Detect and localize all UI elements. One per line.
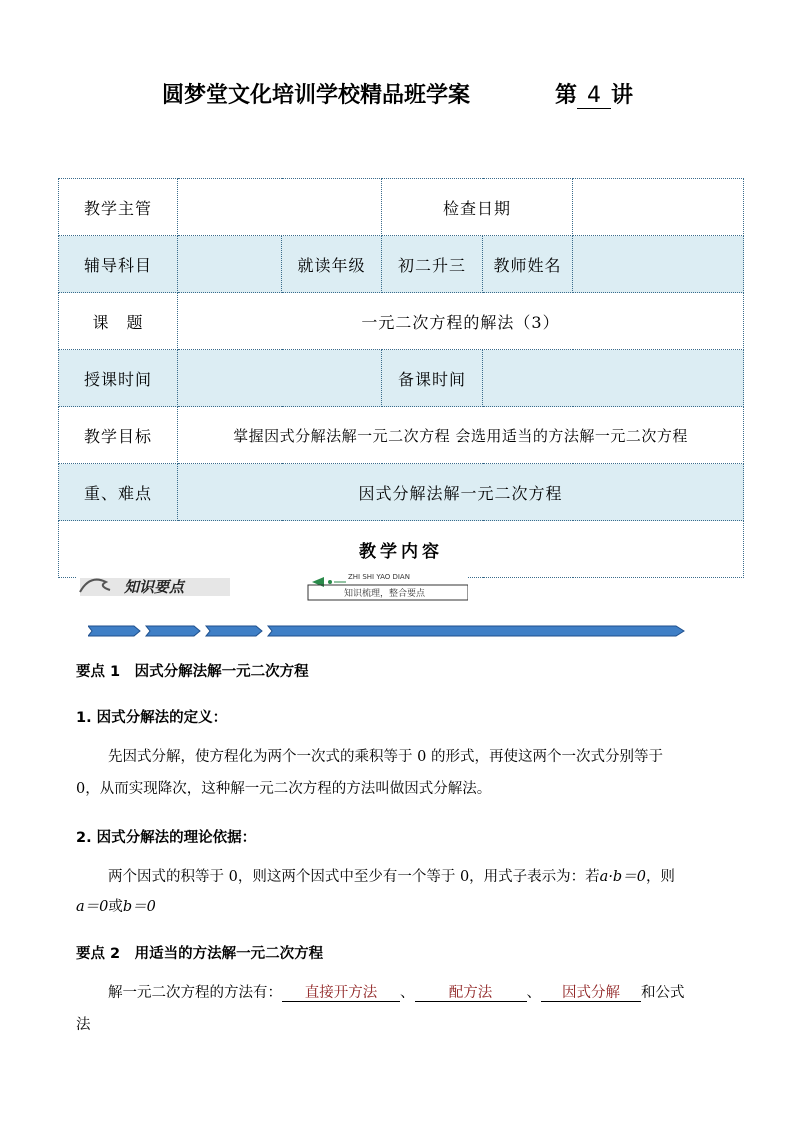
- page-header: [0, 74, 794, 110]
- methods-end: 和公式: [641, 985, 685, 1001]
- supervisor-label: 教学主管: [59, 179, 178, 236]
- method-blank-3: 因式分解: [541, 986, 641, 1002]
- subject-label: 辅导科目: [59, 236, 178, 293]
- methods-intro: 解一元二次方程的方法有：: [108, 985, 282, 1001]
- basis-then: ，则: [645, 869, 675, 885]
- definition-line-1: 先因式分解，使方程化为两个一次式的乘积等于 0 的形式，再使这两个一次式分别等于: [108, 749, 663, 765]
- banner-title: 知识要点: [124, 578, 185, 596]
- basis-b-zero: b＝0: [122, 899, 156, 915]
- lesson-number-label: [555, 78, 633, 109]
- prep-time-value: [483, 350, 744, 407]
- methods-line: [108, 986, 685, 1002]
- key-points-label: 重、难点: [59, 464, 178, 521]
- lesson-prefix: 第: [555, 83, 578, 108]
- lesson-suffix: 讲: [611, 83, 634, 108]
- goal-value: 掌握因式分解法解一元二次方程 会选用适当的方法解一元二次方程: [178, 407, 744, 464]
- point1-heading: 要点 1 因式分解法解一元二次方程: [76, 664, 309, 680]
- banner-subtitle: 知识梳理，整合要点: [344, 589, 426, 599]
- key-points-value: 因式分解法解一元二次方程: [178, 464, 744, 521]
- definition-line-2: 0，从而实现降次，这种解一元二次方程的方法叫做因式分解法。: [76, 781, 492, 797]
- teacher-value: [573, 236, 744, 293]
- methods-line-2: 法: [76, 1017, 91, 1033]
- lesson-number: 4: [577, 83, 611, 109]
- teacher-label: 教师姓名: [483, 236, 573, 293]
- definition-heading: 1. 因式分解法的定义：: [76, 710, 228, 726]
- separator-1: 、: [400, 985, 415, 1001]
- class-time-label: 授课时间: [59, 350, 178, 407]
- check-date-value: [573, 179, 744, 236]
- topic-value: 一元二次方程的解法（3）: [178, 293, 744, 350]
- knowledge-points-banner: [76, 572, 468, 602]
- basis-expression: a·b＝0: [599, 869, 646, 885]
- goal-label: 教学目标: [59, 407, 178, 464]
- supervisor-value: [178, 179, 382, 236]
- method-blank-1: 直接开方法: [282, 986, 400, 1002]
- basis-line-2: [76, 900, 156, 915]
- prep-time-label: 备课时间: [382, 350, 483, 407]
- class-time-value: [178, 350, 382, 407]
- school-title: 圆梦堂文化培训学校精品班学案: [162, 83, 471, 108]
- check-date-label: 检查日期: [382, 179, 573, 236]
- separator-2: 、: [526, 985, 541, 1001]
- basis-a-zero: a＝0: [76, 899, 109, 915]
- banner-pinyin: ZHI SHI YAO DIAN: [348, 573, 410, 581]
- grade-value: 初二升三: [382, 236, 483, 293]
- basis-or: 或: [108, 899, 123, 915]
- basis-heading: 2. 因式分解法的理论依据：: [76, 830, 257, 846]
- subject-value: [178, 236, 282, 293]
- lesson-info-table: [58, 178, 744, 578]
- basis-line-1: [108, 870, 675, 885]
- content-heading: 教学内容: [59, 521, 744, 578]
- point2-heading: 要点 2 用适当的方法解一元二次方程: [76, 946, 324, 962]
- method-blank-2: 配方法: [415, 986, 527, 1002]
- topic-label: 课 题: [59, 293, 178, 350]
- decorative-arrow-ribbon: [88, 624, 688, 638]
- grade-label: 就读年级: [282, 236, 382, 293]
- basis-text: 两个因式的积等于 0，则这两个因式中至少有一个等于 0，用式子表示为：若: [108, 869, 600, 885]
